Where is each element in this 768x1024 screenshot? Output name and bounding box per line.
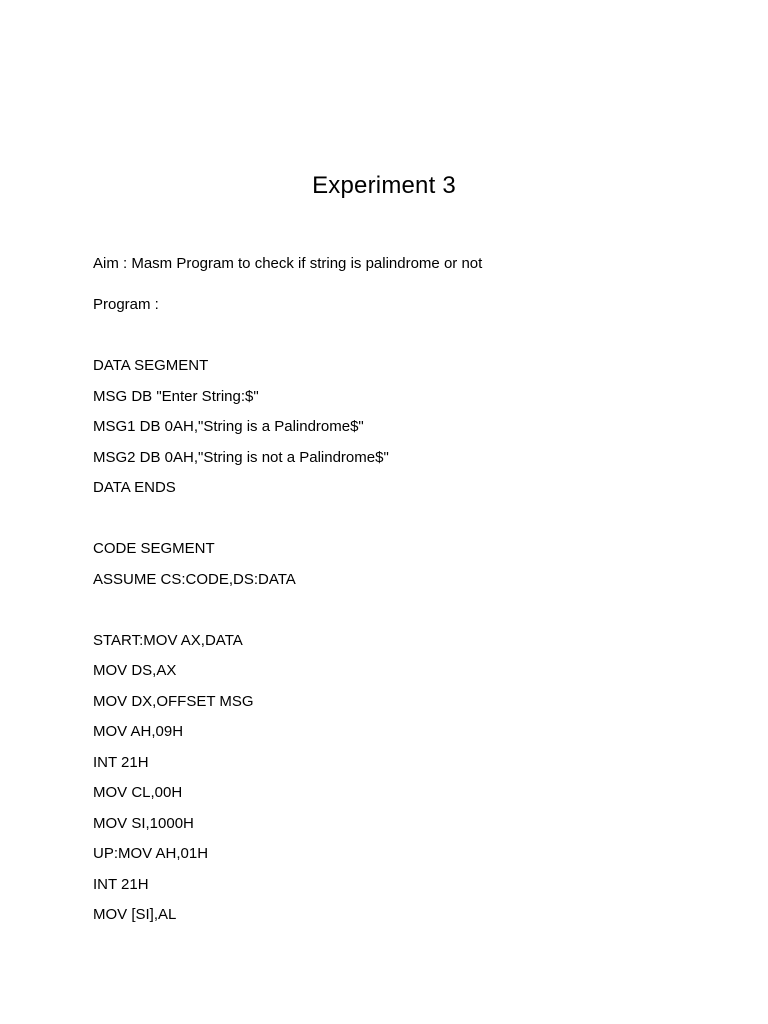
code-line: MSG2 DB 0AH,"String is not a Palindrome$"	[93, 449, 389, 466]
code-line: INT 21H	[93, 876, 149, 893]
code-line: MOV [SI],AL	[93, 906, 177, 923]
code-line: DATA SEGMENT	[93, 357, 209, 374]
code-line: ASSUME CS:CODE,DS:DATA	[93, 571, 296, 588]
code-line: START:MOV AX,DATA	[93, 632, 243, 649]
code-line: INT 21H	[93, 754, 149, 771]
code-line: DATA ENDS	[93, 479, 176, 496]
code-line: MOV DS,AX	[93, 662, 177, 679]
code-line: MOV AH,09H	[93, 723, 184, 740]
aim-text: Aim : Masm Program to check if string is palindrome or not	[93, 255, 483, 272]
code-line: MOV SI,1000H	[93, 815, 194, 832]
code-line: MSG DB "Enter String:$"	[93, 388, 259, 405]
code-line: MOV CL,00H	[93, 784, 183, 801]
code-line: MSG1 DB 0AH,"String is a Palindrome$"	[93, 418, 364, 435]
code-line: MOV DX,OFFSET MSG	[93, 693, 254, 710]
code-line: UP:MOV AH,01H	[93, 845, 209, 862]
program-label: Program :	[93, 296, 159, 313]
code-line: CODE SEGMENT	[93, 540, 215, 557]
page-title: Experiment 3	[312, 172, 456, 199]
